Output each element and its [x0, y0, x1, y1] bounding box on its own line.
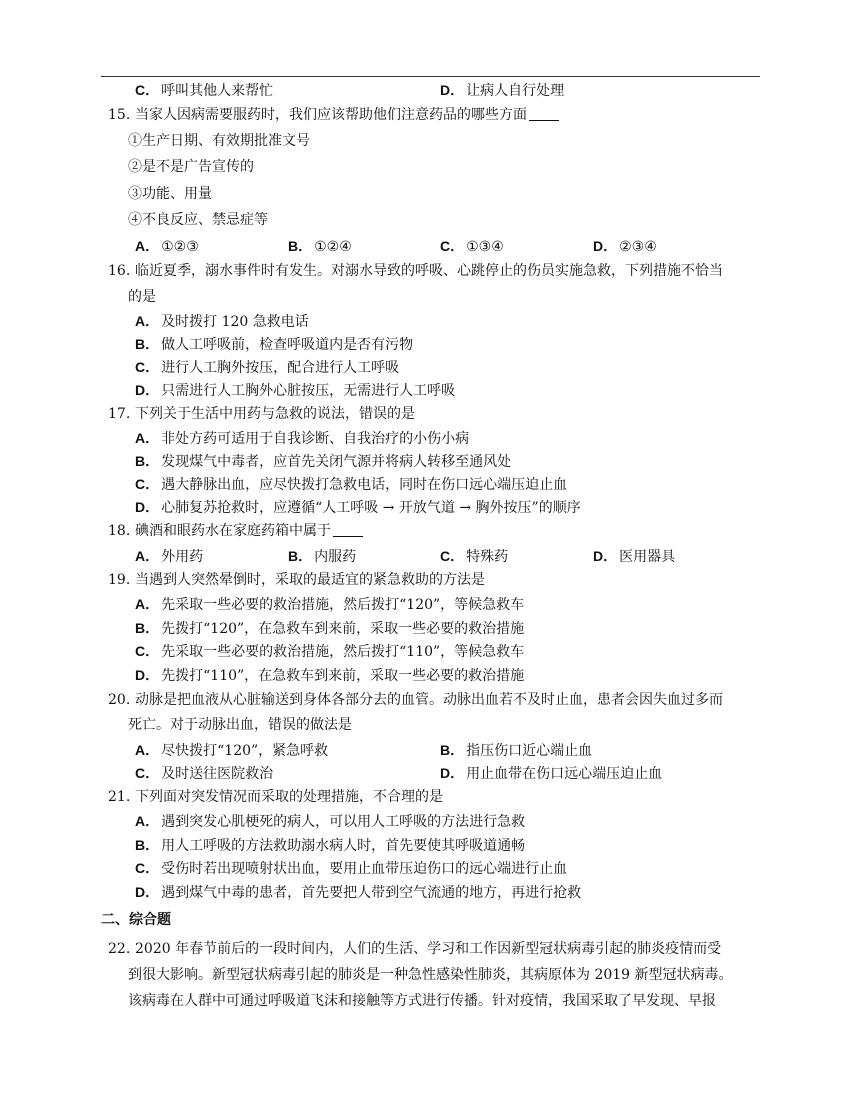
q20-option-b: B． 指压伤口近心端止血 — [440, 742, 593, 759]
q20-option-d: D． 用止血带在伤口远心端压迫止血 — [440, 765, 663, 782]
q17-number: 17. — [108, 406, 131, 422]
q16-option-c: C． 进行人工胸外按压，配合进行人工呼吸 — [135, 359, 400, 376]
q18-option-c: C． 特殊药 — [440, 548, 509, 565]
q17-option-c: C． 遇大静脉出血，应尽快拨打急救电话，同时在伤口远心端压迫止血 — [135, 476, 568, 493]
q15-option-c: C． ①③④ — [440, 238, 504, 255]
q17-stem: 下列关于生活中用药与急救的说法，错误的是 — [135, 406, 415, 422]
q18-stem: 碘酒和眼药水在家庭药箱中属于 — [135, 520, 363, 543]
section-heading-2: 二、综合题 — [101, 911, 171, 927]
q20-stem-line2: 死亡。对于动脉出血，错误的做法是 — [128, 717, 352, 733]
q21-option-a: A． 遇到突发心肌梗死的病人，可以用人工呼吸的方法进行急救 — [135, 813, 526, 830]
q18-option-d: D． 医用器具 — [593, 548, 676, 565]
q18-number: 18. — [108, 523, 131, 539]
q22-line2: 到很大影响。新型冠状病毒引起的肺炎是一种急性感染性肺炎，其病原体为 2019 新型冠状病毒。 — [128, 967, 733, 983]
answer-blank — [333, 522, 363, 537]
q22-line3: 该病毒在人群中可通过呼吸道飞沫和接触等方式进行传播。针对疫情，我国采取了早发现、早报 — [128, 993, 716, 1009]
q20-option-c: C． 及时送往医院救治 — [135, 765, 274, 782]
q22-line1: 2020 年春节前后的一段时间内，人们的生活、学习和工作因新型冠状病毒引起的肺炎疫情而受 — [135, 941, 722, 957]
q15-item-2: ②是不是广告宣传的 — [128, 159, 254, 175]
q19-option-a: A． 先采取一些必要的救治措施，然后拨打“120”，等候急救车 — [135, 596, 525, 613]
q15-option-b: B． ①②④ — [288, 238, 352, 255]
q18-option-a: A． 外用药 — [135, 548, 204, 565]
q21-option-d: D． 遇到煤气中毒的患者，首先要把人带到空气流通的地方，再进行抢救 — [135, 884, 582, 901]
q19-option-b: B． 先拨打“120”，在急救车到来前，采取一些必要的救治措施 — [135, 620, 525, 637]
q15-item-1: ①生产日期、有效期批准文号 — [128, 133, 310, 149]
q21-option-c: C． 受伤时若出现喷射状出血，要用止血带压迫伤口的远心端进行止血 — [135, 860, 568, 877]
q14-option-d: D． 让病人自行处理 — [440, 82, 565, 99]
q19-option-d: D． 先拨打“110”，在急救车到来前，采取一些必要的救治措施 — [135, 667, 525, 684]
q17-option-d: D． 心肺复苏抢救时，应遵循“人工呼吸 → 开放气道 → 胸外按压”的顺序 — [135, 499, 581, 516]
q20-stem-line1: 动脉是把血液从心脏输送到身体各部分去的血管。动脉出血若不及时止血，患者会因失血过多而 — [135, 692, 723, 708]
q20-option-a: A． 尽快拨打“120”，紧急呼救 — [135, 742, 329, 759]
q14-option-c: C． 呼叫其他人来帮忙 — [135, 82, 274, 99]
q17-option-a: A． 非处方药可适用于自我诊断、自我治疗的小伤小病 — [135, 430, 470, 447]
answer-blank — [529, 106, 559, 121]
q16-option-a: A． 及时拨打 120 急救电话 — [135, 313, 309, 330]
q16-stem-line1: 临近夏季，溺水事件时有发生。对溺水导致的呼吸、心跳停止的伤员实施急救，下列措施不恰当 — [135, 263, 723, 279]
q15-stem: 当家人因病需要服药时，我们应该帮助他们注意药品的哪些方面 — [135, 104, 559, 127]
q16-option-b: B． 做人工呼吸前，检查呼吸道内是否有污物 — [135, 336, 414, 353]
q20-number: 20. — [108, 692, 131, 708]
q21-stem: 下列面对突发情况而采取的处理措施，不合理的是 — [135, 789, 443, 805]
q21-option-b: B． 用人工呼吸的方法救助溺水病人时，首先要使其呼吸道通畅 — [135, 837, 526, 854]
q15-item-4: ④不良反应、禁忌症等 — [128, 212, 268, 228]
q16-number: 16. — [108, 263, 131, 279]
q21-number: 21. — [108, 789, 131, 805]
q15-item-3: ③功能、用量 — [128, 186, 212, 202]
q15-option-a: A． ①②③ — [135, 238, 199, 255]
q16-stem-line2: 的是 — [128, 289, 156, 305]
q19-number: 19. — [108, 572, 131, 588]
q17-option-b: B． 发现煤气中毒者，应首先关闭气源并将病人转移至通风处 — [135, 453, 512, 470]
header-rule — [101, 76, 760, 77]
q18-option-b: B． 内服药 — [288, 548, 357, 565]
q15-number: 15. — [108, 107, 131, 123]
q15-option-d: D． ②③④ — [593, 238, 657, 255]
q22-number: 22. — [108, 941, 131, 957]
q19-option-c: C． 先采取一些必要的救治措施，然后拨打“110”，等候急救车 — [135, 643, 525, 660]
q16-option-d: D． 只需进行人工胸外心脏按压，无需进行人工呼吸 — [135, 382, 456, 399]
q19-stem: 当遇到人突然晕倒时，采取的最适宜的紧急救助的方法是 — [135, 572, 485, 588]
